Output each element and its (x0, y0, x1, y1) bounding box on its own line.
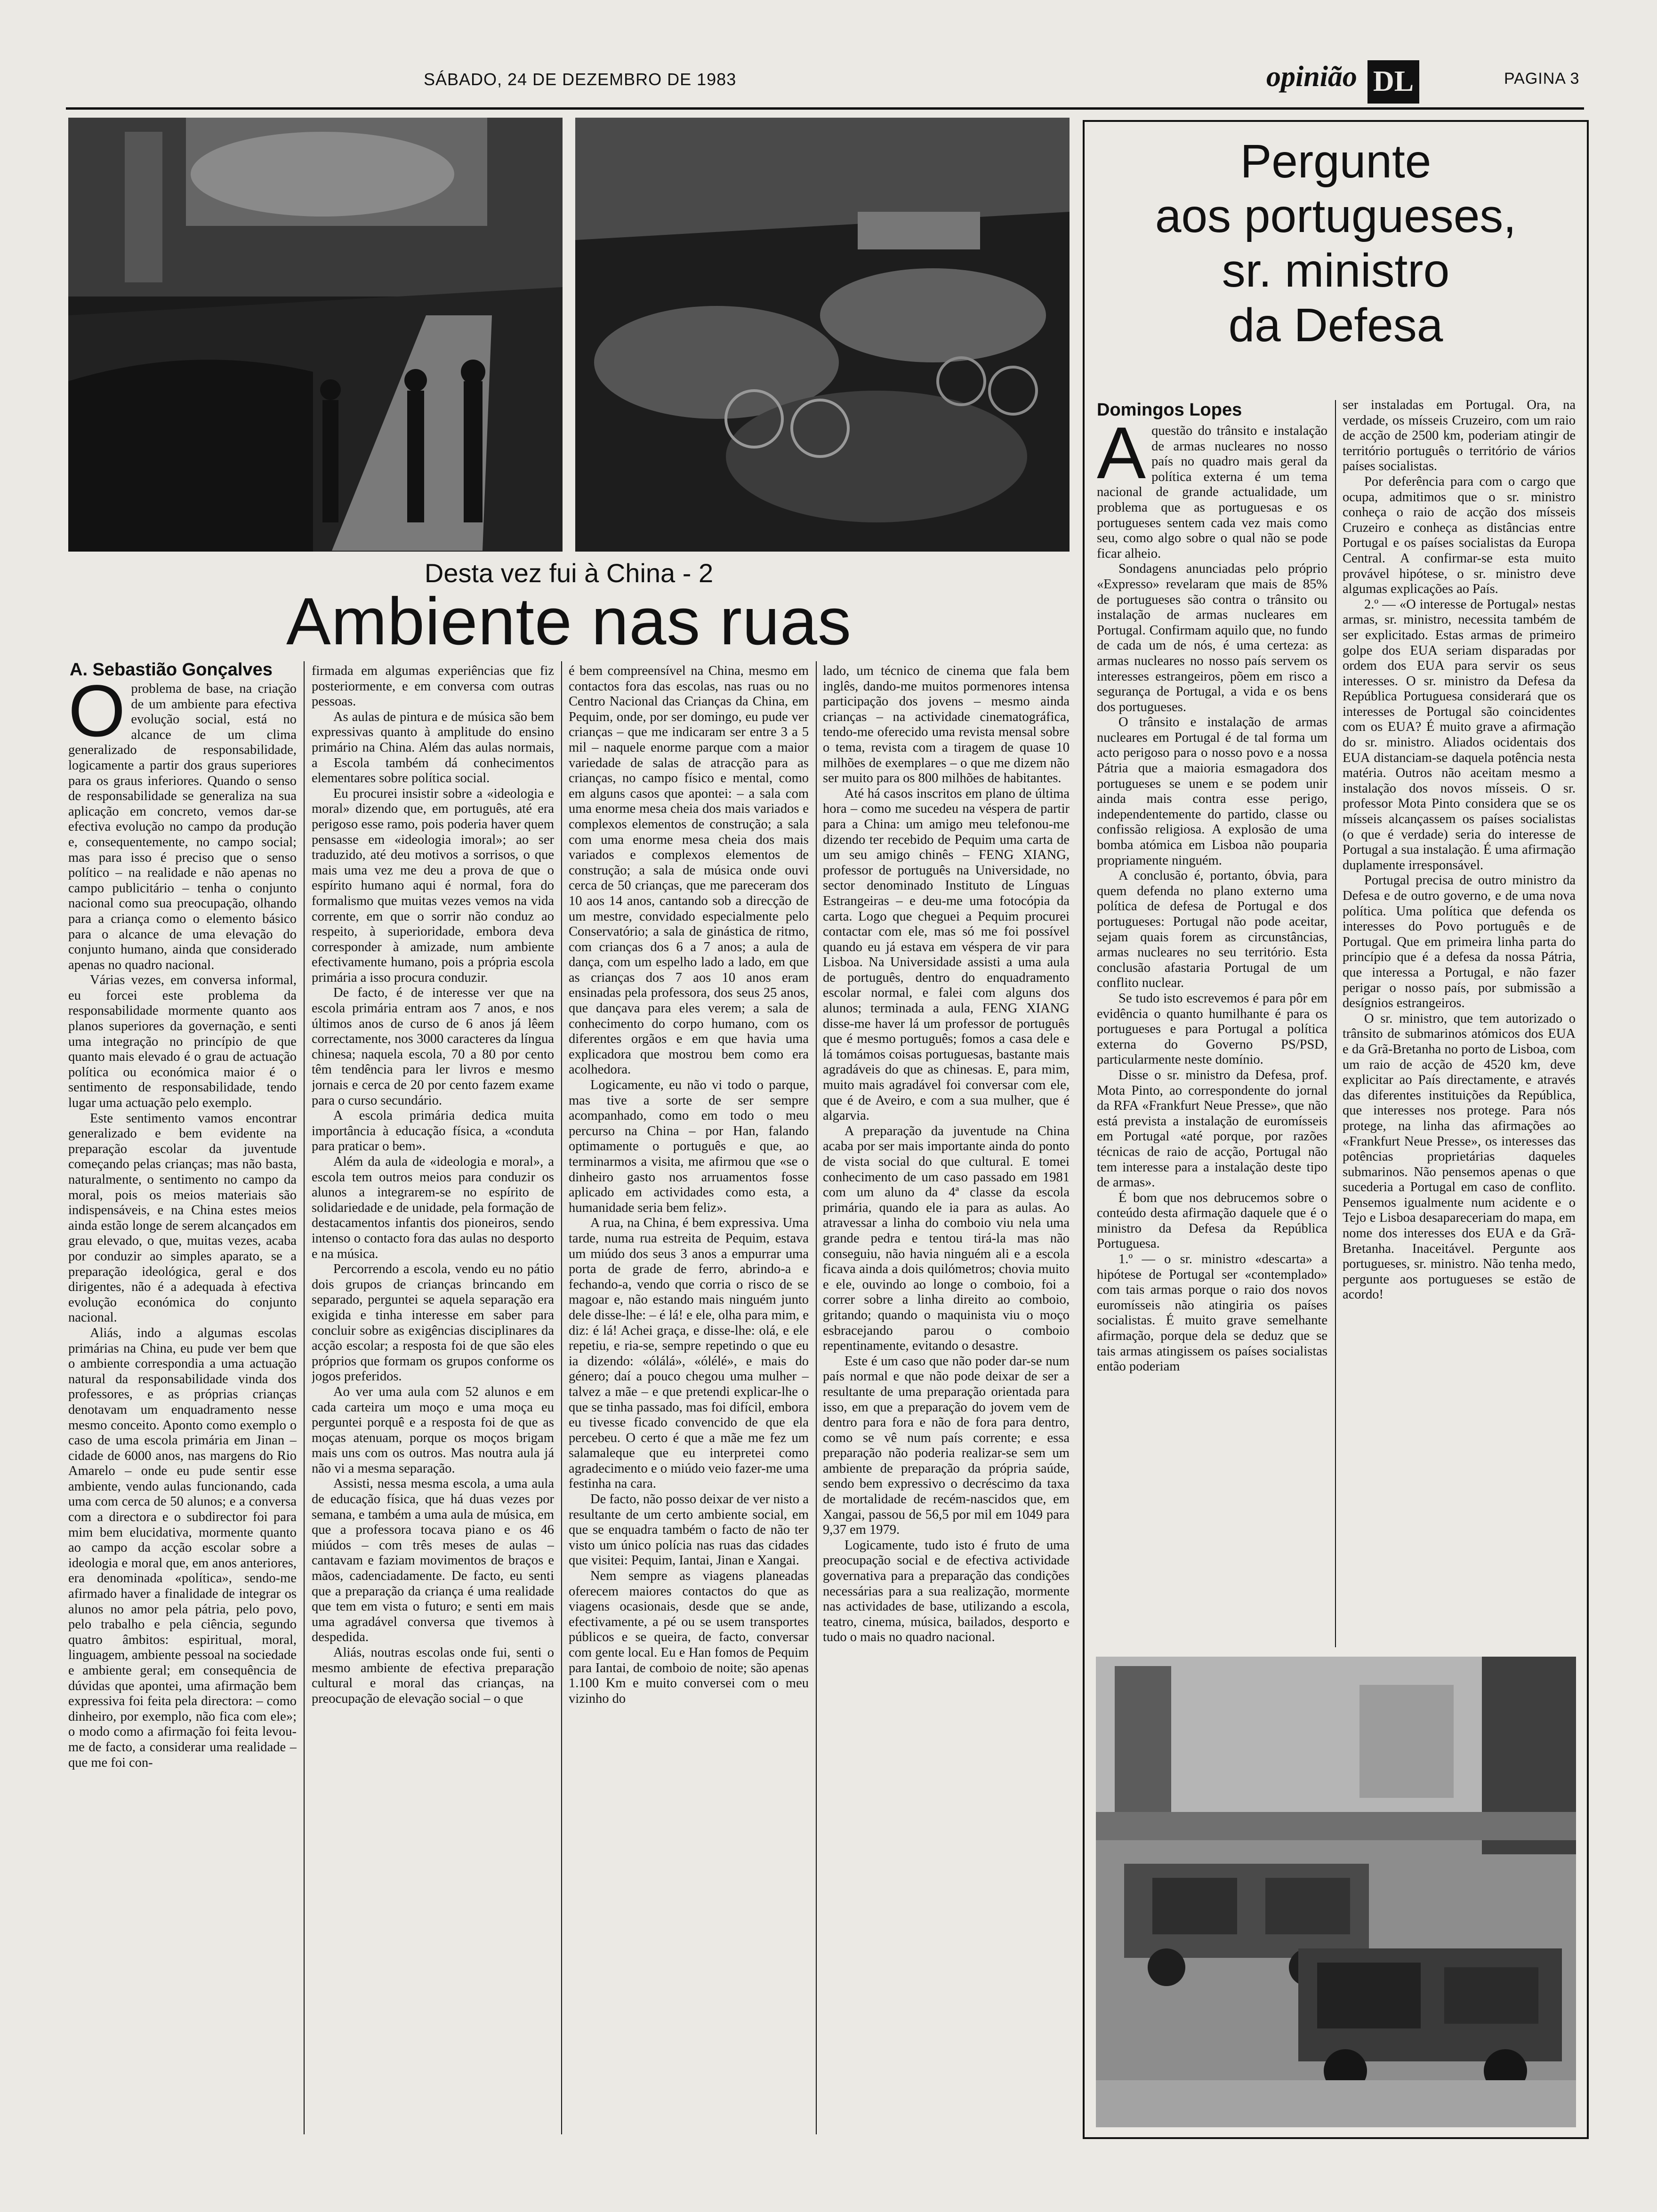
article-paragraph: lado, um técnico de cinema que fala bem inglês, dando-me muitos pormenores intensa participação dos jovens – mesmo ainda crianças – na actividade cinematográfica, tendo-me oferecido uma revista mensal sobre o tema, revista com a tiragem de quase 10 milhões de exemplares – o que me dizem não ser muito para os 800 milhões de habitantes. (823, 664, 1070, 786)
page-number: PAGINA 3 (1504, 70, 1580, 88)
opinion-title-line: Pergunte (1240, 135, 1432, 188)
column-rule (816, 661, 817, 2134)
drop-cap: A (1097, 424, 1146, 494)
article-paragraph: Logicamente, tudo isto é fruto de uma preocupação social e de efectiva actividade governativa para a preparação das condições necessárias para a sua realização, mormente nas actividades de base, utilizando a escola, teatro, cinema, música, bailados, desporto e tudo o mais no quadro nacional. (823, 1538, 1070, 1645)
article-paragraph: A conclusão é, portanto, óbvia, para quem defenda no plano externo uma política de defesa de Portugal e dos portugueses: Portugal não pode aceitar, sejam quais forem as circunstâncias, armas nucleares no seu território. Esta conclusão afastaria Portugal de um conflito nuclear. (1097, 868, 1327, 991)
article-column-1 (68, 681, 297, 2136)
article-paragraph: O sr. ministro, que tem autorizado o trânsito de submarinos atómicos dos EUA e da Grã-Bretanha no porto de Lisboa, com um raio de acção de 4520 km, deve explicitar ao País directamente, e através das diferentes instituições da República, que interesses nos protege. Para nós protege, na linha das afirmações ao «Frankfurt Neue Presse», os interesses das potências proprietárias daqueles submarinos. Não pensemos apenas o que sucederia a Portugal em caso de conflito. Pensemos igualmente num acidente e o Tejo e Lisboa desapareceriam do mapa, em nome dos interesses dos EUA e da Grã-Bretanha. Inaceitável. Pergunte aos portugueses, sr. ministro. Não tenha medo, pergunte aos portugueses se estão de acordo! (1343, 1011, 1576, 1302)
article-byline: A. Sebastião Gonçalves (70, 660, 273, 680)
article-paragraph: De facto, é de interesse ver que na escola primária entram aos 7 anos, e nos últimos anos de curso de 6 anos já lêem correctamente, nos 3000 caracteres da língua chinesa; naquela escola, 70 a 80 por cento têm tendência para ler livros e mesmo jornais e cerca de 20 por cento fazem exame para o curso secundário. (312, 986, 554, 1108)
opinion-column-2 (1343, 398, 1576, 1652)
article-paragraph: De facto, não posso deixar de ver nisto a resultante de um certo ambiente social, em que se enquadra também o facto de não ter visto um único polícia nas ruas das cidades que visitei: Pequim, Iantai, Jinan e Xangai. (569, 1492, 809, 1568)
opinion-title-line: da Defesa (1228, 299, 1443, 352)
newspaper-logo: DL (1367, 60, 1419, 104)
article-paragraph: Este é um caso que não poder dar-se num país normal e que não pode deixar de ser a resultante de uma preparação orientada para isso, em que a preparação do jovem vem de dentro para fora e não de fora para dentro, como se vê num país corrente; e essa preparação não poderia realizar-se sem um ambiente de preparação da própria saúde, sendo bem expressivo o decréscimo da taxa de mortalidade de recém-nascidos que, em Xangai, passou de 56,5 por mil em 1049 para 9,37 em 1979. (823, 1354, 1070, 1538)
drop-cap: O (68, 681, 126, 752)
article-paragraph: Ao ver uma aula com 52 alunos e em cada carteira um moço e uma moça eu perguntei porquê e a resposta foi de que as moças atenuam, porque os moços brigam mais uns com os outros. Mas noutra aula já não vi a mesma separação. (312, 1384, 554, 1476)
article-paragraph: Várias vezes, em conversa informal, eu forcei este problema da responsabilidade mormente quanto aos planos superiores da governação, e senti uma integração no princípio de que quanto mais elevado é o grau de actuação política ou económica maior é o sentimento de responsabilidade, tendo lugar uma actuação pelo exemplo. (68, 973, 297, 1111)
article-paragraph: Se tudo isto escrevemos é para pôr em evidência o quanto humilhante é para os portugueses e para Portugal a política externa do Governo PS/PSD, particularmente neste domínio. (1097, 991, 1327, 1067)
article-paragraph: Aliás, indo a algumas escolas primárias na China, eu pude ver bem que o ambiente correspondia a uma actuação natural da responsabilidade vinda dos professores, e as próprias crianças denotavam um enquadramento nesse mesmo conceito. Aponto como exemplo o caso de uma escola primária em Jinan – cidade de 6000 anos, nas margens do Rio Amarelo – onde eu pude sentir esse ambiente, vendo aulas funcionando, cada uma com cerca de 50 alunos; e a conversa com a directora e o subdirector foi para mim bem elucidativa, mormente quanto ao campo da acção escolar sobre a ideologia e moral que, em anos anteriores, era denominada «política», sendo-me afirmado haver a finalidade de integrar os alunos no amor pela pátria, pelo povo, pelo trabalho e pela ciência, segundo quatro âmbitos: espiritual, moral, linguagem, ambiente pessoal na sociedade e ambiente geral; em consequência de dúvidas que apontei, uma afirmação bem expressiva foi feita pela directora: – como dinheiro, por exemplo, não fica com ele»; o modo como a afirmação foi feita levou-me de facto, a considerar uma realidade – que me foi con- (68, 1325, 297, 1770)
article-paragraph: É bom que nos debrucemos sobre o conteúdo desta afirmação daquele que é o ministro da Defesa da República Portuguesa. (1097, 1190, 1327, 1251)
article-paragraph: Este sentimento vamos encontrar generalizado e bem evidente na preparação escolar da juventude começando pelas crianças; mas não basta, naturalmente, o sentimento no campo da moral, pois os meios materiais são indispensáveis, e na China estes meios ainda estão longe de serem alcançados em grau elevado, o que, muitas vezes, acaba por conduzir ao simples aparato, se a preparação ideológica, geral e dos dirigentes, não é a adequada à efectiva evolução económica do conjunto nacional. (68, 1111, 297, 1325)
column-rule (561, 661, 562, 2134)
article-paragraph: Logicamente, eu não vi todo o parque, mas tive a sorte de ser sempre acompanhado, como em todo o meu percurso na China – por Han, falando optimamente o português e que, ao terminarmos a visita, me afirmou que «se o dinheiro gasto nos arruamentos fosse aplicado em actividades como esta, a humanidade seria bem feliz». (569, 1078, 809, 1215)
issue-date: SÁBADO, 24 DE DEZEMBRO DE 1983 (424, 70, 737, 89)
header-rule (66, 107, 1584, 110)
military-trucks-photo (1096, 1657, 1576, 2127)
article-paragraph: 2.º — «O interesse de Portugal» nestas armas, sr. ministro, necessita também de ser explicitado. Estas armas de primeiro golpe dos EUA seriam disparadas por ordem dos EUA para servir os seus interesses. O sr. ministro da Defesa da República Portuguesa considerará que os interesses de Portugal são coincidentes com os EUA? É muito grave a afirmação do sr. ministro. Aliados ocidentais dos EUA distanciam-se daquela potência nesta matéria. Outros não aceitam mesmo a instalação dos novos mísseis. O sr. professor Mota Pinto considera que se os mísseis alcançassem os países socialistas (o que é verdade) seria do interesse de Portugal a sua instalação. É uma afirmação duplamente irresponsável. (1343, 597, 1576, 873)
article-paragraph: questão do trânsito e instalação de armas nucleares no nosso país no quadro mais geral da política externa é um tema nacional de grande actualidade, um problema que as portuguesas e os portugueses sentem cada vez mais como seu, como algo sobre o qual não se pode ficar alheio. (1097, 424, 1327, 561)
article-paragraph: problema de base, na criação de um ambiente para efectiva evolução social, está no alcance de um clima generalizado de responsabilidade, logicamente a partir dos graus superiores para os graus inferiores. Quando o senso de responsabilidade se generaliza na sua aplicação em concreto, vemos dar-se efectiva evolução no campo da produção e, consequentemente, no campo social; mas para isso é preciso que o senso político – na realidade e não apenas no campo publicitário – tenha o conjunto nacional como sua preocupação, olhando para a criança como o elemento básico para o alcance de uma elevação do conjunto humano, ainda que considerado apenas no quadro nacional. (68, 681, 297, 972)
article-paragraph: A escola primária dedica muita importância à educação física, a «conduta para praticar o bem». (312, 1108, 554, 1154)
article-kicker: Desta vez fui à China - 2 (424, 558, 714, 588)
opinion-column-1 (1097, 424, 1327, 1652)
market-crowd-photo (575, 118, 1070, 552)
article-paragraph: Nem sempre as viagens planeadas oferecem maiores contactos do que as viagens ocasionais, desde que se ande, efectivamente, a pé ou se usem transportes públicos e se queira, de facto, conversar com gente local. Eu e Han fomos de Pequim para Iantai, de comboio de noite; são apenas 1.100 Km e muito conversei com o meu vizinho do (569, 1569, 809, 1706)
article-paragraph: Até há casos inscritos em plano de última hora – como me sucedeu na véspera de partir para a China: um amigo meu telefonou-me dizendo ter recebido de Pequim uma carta de um seu amigo chinês – FENG XIANG, professor de português na Universidade, no sector denominado Instituto de Línguas Estrangeiras – e deu-me uma fotocópia da carta. Logo que cheguei a Pequim procurei contactar com ele, mas só me foi possível quando eu já estava em véspera de vir para Lisboa. Na Universidade assisti a uma aula de português, dentro do enquadramento escolar normal, e falei com alguns dos alunos; terminada a aula, FENG XIANG disse-me haver lá um professor de português que é mesmo português; fomos a casa dele e lá tomámos coisas portuguesas, bastante mais agradáveis do que as chinesas. E, para mim, muito mais agradável foi conversar com ele, que é de Aveiro, e com a sua mulher, que é algarvia. (823, 786, 1070, 1123)
article-paragraph: Aliás, noutras escolas onde fui, senti o mesmo ambiente de efectiva preparação cultural e moral das crianças, na preocupação de elevação social – o que (312, 1645, 554, 1706)
column-rule (304, 661, 305, 2134)
article-paragraph: Portugal precisa de outro ministro da Defesa e de outro governo, e de uma nova política. Uma política que defenda os interesses do Povo português e de Portugal. Que em primeira linha parta do princípio que é a defesa da nossa Pátria, que interessa a Portugal, e não fazer perigar o nosso país, por submissão a desígnios estrangeiros. (1343, 873, 1576, 1011)
opinion-title-line: sr. ministro (1222, 244, 1450, 297)
street-crowd-photo (68, 118, 563, 552)
article-column-2 (312, 664, 554, 2136)
article-paragraph: ser instaladas em Portugal. Ora, na verdade, os mísseis Cruzeiro, com um raio de acção de 2500 km, poderiam atingir de território português o território de vários países socialistas. (1343, 398, 1576, 474)
article-column-3 (569, 664, 809, 2136)
article-paragraph: Disse o sr. ministro da Defesa, prof. Mota Pinto, ao correspondente do jornal da RFA «Frankfurt Neue Presse», que não está prevista a instalação de euromísseis em Portugal «até porque, por razões técnicas de raio de acção, Portugal não tem interesse para a instalação deste tipo de armas». (1097, 1067, 1327, 1190)
article-paragraph: Eu procurei insistir sobre a «ideologia e moral» dizendo que, em português, até era perigoso esse ramo, pois poderia haver quem pensasse em «ideologia imoral»; ao ser traduzido, até deu motivos a sorrisos, o que mais uma vez me deu a prova de que o espírito humano aqui é normal, fora do formalismo que muitas vezes vemos na vida corrente, em que o sorrir não conduz ao respeito, à superioridade, embora deva corresponder à amizade, num ambiente efectivamente humano, pois a própria escola primária a isso procura conduzir. (312, 786, 554, 985)
article-paragraph: é bem compreensível na China, mesmo em contactos fora das escolas, nas ruas ou no Centro Nacional das Crianças da China, em Pequim, onde, por ser domingo, eu pude ver crianças – que me indicaram ser entre 3 a 5 mil – naquele enorme parque com a maior variedade de salas de atracção para as crianças, no campo físico e mental, como em alguns casos que apontei: – a sala com uma enorme mesa cheia dos mais variados e complexos elementos de construção; a sala com uma enorme mesa cheia dos mais variados e complexos elementos de construção; a sala de música onde ouvi cerca de 50 crianças, que me pareceram dos 10 aos 14 anos, cantando sob a direcção de um mestre, convidado especialmente pelo Conservatório; a sala de ginástica de ritmo, com crianças dos 6 a 7 anos; a aula de dança, com um espelho lado a lado, em que as crianças dos 7 aos 10 anos eram ensinadas pela professora, dos seus 25 anos, que dançava para eles verem; a sala de conhecimento do corpo humano, com os diferentes orgãos e em que havia uma explicadora que mostrou bem como era acolhedora. (569, 664, 809, 1077)
article-paragraph: Sondagens anunciadas pelo próprio «Expresso» revelaram que mais de 85% de portugueses são contra o trânsito ou instalação de armas nucleares em Portugal. Confirmam aquilo que, no fundo de cada um de nós, é uma certeza: as armas nucleares no nosso país servem os interesses estrangeiros, põem em risco a segurança de Portugal, a vida e os bens dos portugueses. (1097, 561, 1327, 714)
article-paragraph: Além da aula de «ideologia e moral», a escola tem outros meios para conduzir os alunos a integrarem-se no espírito de solidariedade e de unidade, pela formação de destacamentos infantis dos pioneiros, sendo intenso o contacto fora das aulas no desporto e na música. (312, 1154, 554, 1261)
opinion-byline: Domingos Lopes (1097, 400, 1242, 420)
opinion-title-line: aos portugueses, (1155, 190, 1517, 242)
section-title: opinião (1266, 61, 1357, 93)
opinion-title (1097, 134, 1575, 353)
article-paragraph: 1.º — o sr. ministro «descarta» a hipótese de Portugal ser «contemplado» com tais armas porque o raio dos novos euromísseis não atingiria os países socialistas. É muito grave semelhante afirmação, porque dela se deduz que se tais armas atingissem os países socialistas então poderiam (1097, 1252, 1327, 1374)
article-column-4 (823, 664, 1070, 2136)
article-paragraph: firmada em algumas experiências que fiz posteriormente, e em conversa com outras pessoas. (312, 664, 554, 709)
article-paragraph: As aulas de pintura e de música são bem expressivas quanto à amplitude do ensino primário na China. Além das aulas normais, a Escola também dá conhecimentos elementares sobre política social. (312, 709, 554, 786)
article-paragraph: Por deferência para com o cargo que ocupa, admitimos que o sr. ministro conheça o raio de acção dos mísseis Cruzeiro e conheça as distâncias entre Portugal e os países socialistas da Europa Central. A confirmar-se esta muito provável hipótese, o sr. ministro deve algumas explicações ao País. (1343, 474, 1576, 597)
article-paragraph: A rua, na China, é bem expressiva. Uma tarde, numa rua estreita de Pequim, estava um miúdo dos seus 3 anos a empurrar uma porta de grade de ferro, abrindo-a e fechando-a, vendo que corria o risco de se magoar e, não estando mais ninguém junto dele disse-lhe: – é lá! e ele, olha para mim, e diz: é lá! Achei graça, e disse-lhe: olá, e ele repetiu, e ria-se, sempre repetindo o que eu ia dizendo: «ólálá», «ólélé», e mais do género; daí a pouco chegou uma mulher – talvez a mãe – e que pretendi explicar-lhe o que se tinha passado, mas foi difícil, embora eu tivesse ficado convencido de que ela percebeu. O certo é que a mãe me fez um salamaleque que eu interpretei como agradecimento e o miúdo veio fazer-me uma festinha na cara. (569, 1216, 809, 1491)
article-paragraph: O trânsito e instalação de armas nucleares em Portugal é de tal forma um acto perigoso para o nosso povo e a nossa Pátria que a maioria esmagadora dos portugueses se unem e se podem unir ainda mais contra esse perigo, independentemente do partido, classe ou confissão religiosa. A explosão de uma bomba atómica em Lisboa não pouparia propriamente ninguém. (1097, 715, 1327, 868)
article-paragraph: Percorrendo a escola, vendo eu no pátio dois grupos de crianças brincando em separado, perguntei se aquela separação era exigida e tinha interesse em saber para concluir sobre as exigências disciplinares da acção escolar; a resposta foi de que são eles próprios que formam os grupos conforme os jogos preferidos. (312, 1262, 554, 1384)
article-paragraph: A preparação da juventude na China acaba por ser mais importante ainda do ponto de vista social do que cultural. E tomei conhecimento de um caso passado em 1981 com um aluno da 4ª classe da escola primária, quando ele ia para as aulas. Ao atravessar a linha do comboio viu nela uma grande pedra e tentou tirá-la mas não conseguiu, não havia ninguém ali e a escola ficava ainda a dois quilómetros; chovia muito e ele, ouvindo ao longe o comboio, foi a correr sobre a linha direito ao comboio, gritando; quando o maquinista viu o moço esbracejando parou o comboio repentinamente, evitando o desastre. (823, 1123, 1070, 1354)
article-headline: Ambiente nas ruas (286, 584, 852, 659)
column-rule (1335, 400, 1336, 1647)
article-paragraph: Assisti, nessa mesma escola, a uma aula de educação física, que há duas vezes por semana, e também a uma aula de música, em que a professora tocava piano e os 46 miúdos – com três meses de aulas – cantavam e faziam movimentos de braços e mãos, cadenciadamente. De facto, eu senti que a preparação da criança é uma realidade que tem em vista o futuro; e senti em mais uma agradável conversa que tivemos à despedida. (312, 1476, 554, 1645)
